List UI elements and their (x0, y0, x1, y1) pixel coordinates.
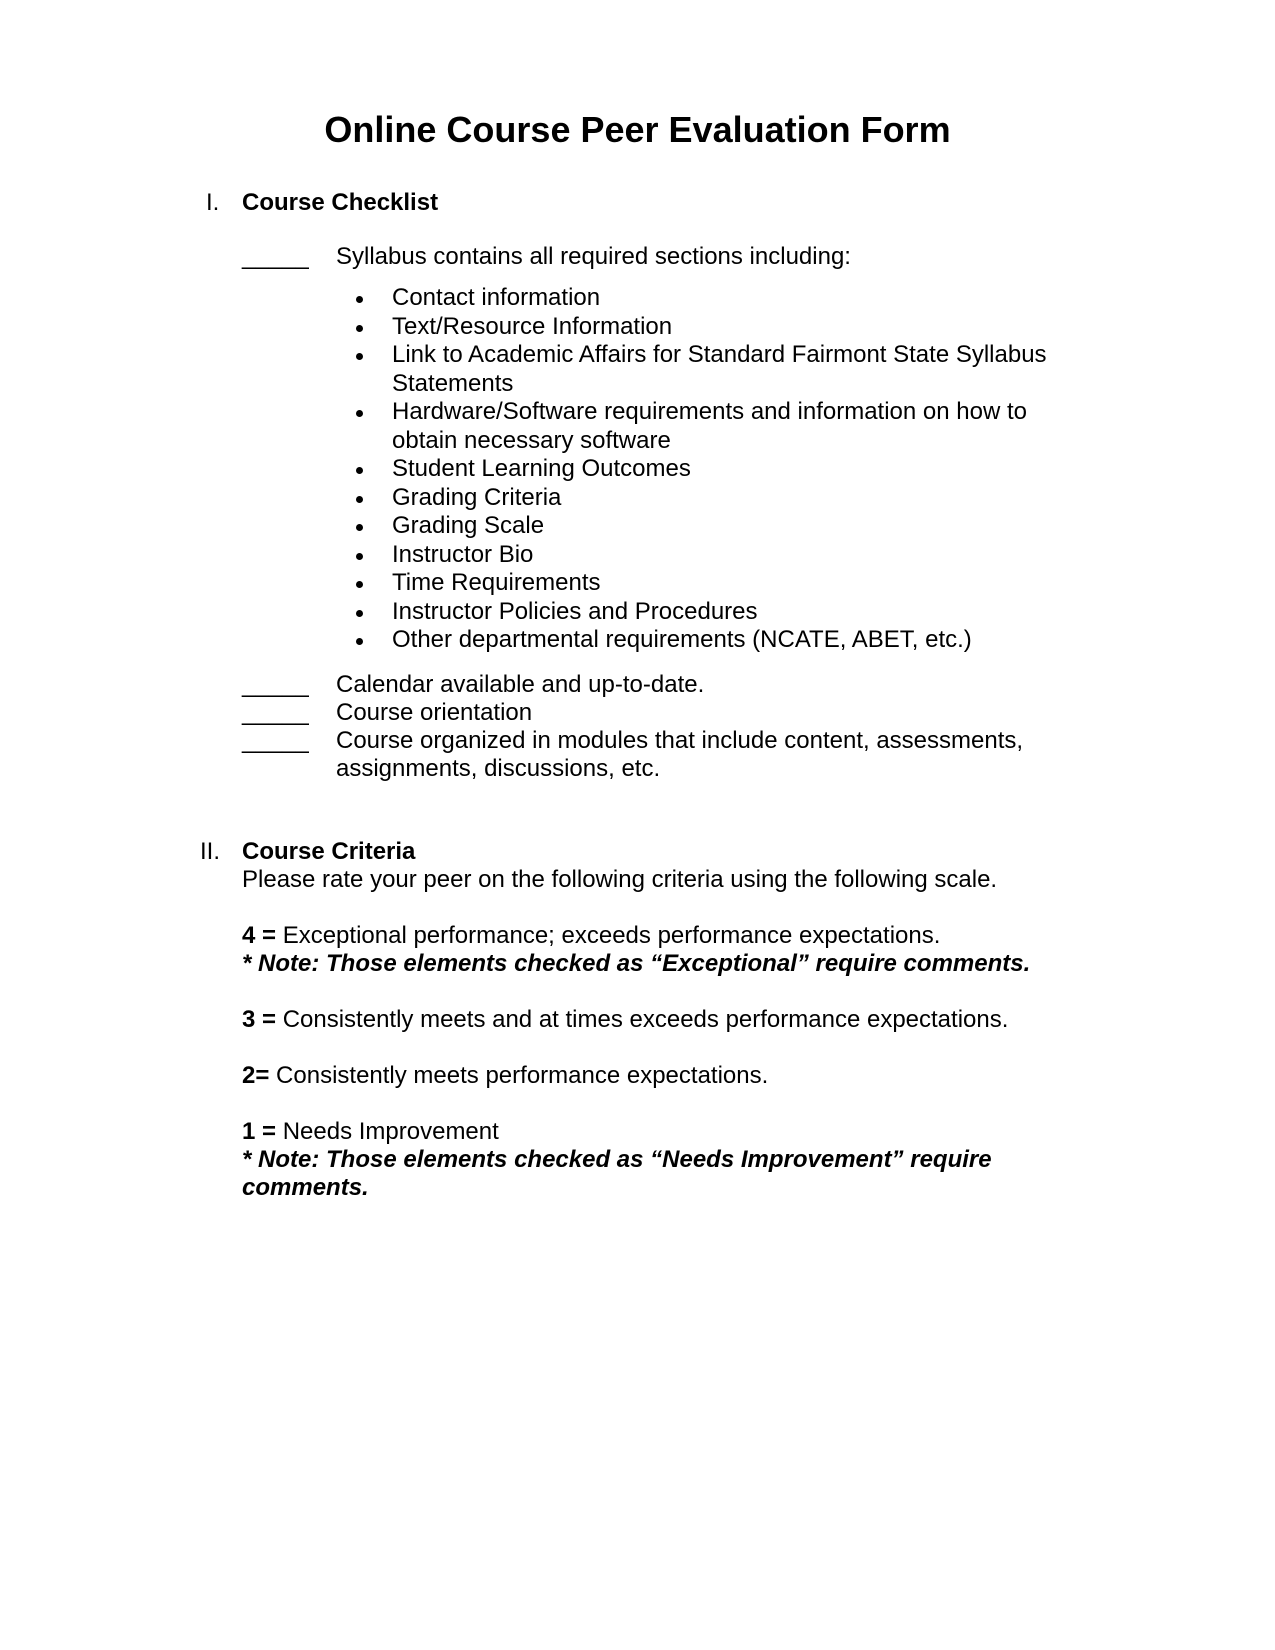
page-title: Online Course Peer Evaluation Form (324, 109, 951, 150)
list-item: Link to Academic Affairs for Standard Fairmont State Syllabus Statements (352, 341, 1082, 398)
scale-key: 2= (242, 1062, 270, 1089)
checklist-item-orientation: Course orientation (336, 699, 533, 726)
bullet-icon (356, 610, 363, 617)
checklist-item-calendar: Calendar available and up-to-date. (336, 671, 705, 698)
list-item: Student Learning Outcomes (352, 455, 1082, 484)
checklist-blank-orientation[interactable]: _____ (242, 699, 309, 726)
bullet-icon (356, 467, 363, 474)
bullet-icon (356, 553, 363, 560)
checklist-blank-calendar[interactable]: _____ (242, 671, 309, 698)
list-item: Time Requirements (352, 569, 1082, 598)
criteria-intro: Please rate your peer on the following criteria using the following scale. (242, 866, 998, 893)
checklist-item-modules: Course organized in modules that include content, assessments, assignments, discussions, etc. (336, 727, 1024, 782)
bullet-icon (356, 496, 363, 503)
bullet-icon (356, 638, 363, 645)
syllabus-label: Syllabus contains all required sections including: (336, 243, 851, 270)
scale-item-4: 4 = Exceptional performance; exceeds performance expectations. (242, 922, 941, 949)
section-1-heading: Course Checklist (242, 189, 439, 216)
list-item: Other departmental requirements (NCATE, ABET, etc.) (352, 626, 1082, 655)
section-2-number: II. (200, 838, 221, 865)
bullet-icon (356, 296, 363, 303)
list-item: Contact information (352, 284, 1082, 313)
checklist-blank-modules[interactable]: _____ (242, 727, 309, 754)
bullet-icon (356, 353, 363, 360)
list-item: Text/Resource Information (352, 313, 1082, 342)
scale-item-2: 2= Consistently meets performance expectations. (242, 1062, 769, 1089)
list-item: Grading Criteria (352, 484, 1082, 513)
bullet-icon (356, 581, 363, 588)
bullet-icon (356, 524, 363, 531)
list-item: Instructor Policies and Procedures (352, 598, 1082, 627)
note-needs-improvement: * Note: Those elements checked as “Needs Improvement” require comments. (242, 1146, 992, 1201)
scale-item-1: 1 = Needs Improvement (242, 1118, 499, 1145)
list-item: Hardware/Software requirements and information on how to obtain necessary software (352, 398, 1082, 455)
section-1-number: I. (206, 189, 220, 216)
syllabus-requirements-list (352, 284, 1082, 655)
bullet-icon (356, 325, 363, 332)
bullet-icon (356, 410, 363, 417)
note-exceptional: * Note: Those elements checked as “Exceptional” require comments. (242, 950, 1031, 977)
scale-key: 3 = (242, 1006, 277, 1033)
scale-item-3: 3 = Consistently meets and at times exceeds performance expectations. (242, 1006, 1009, 1033)
scale-key: 4 = (242, 922, 277, 949)
section-2-heading: Course Criteria (242, 838, 416, 865)
list-item: Grading Scale (352, 512, 1082, 541)
list-item: Instructor Bio (352, 541, 1082, 570)
scale-key: 1 = (242, 1118, 277, 1145)
checklist-blank-syllabus[interactable]: _____ (242, 243, 309, 270)
